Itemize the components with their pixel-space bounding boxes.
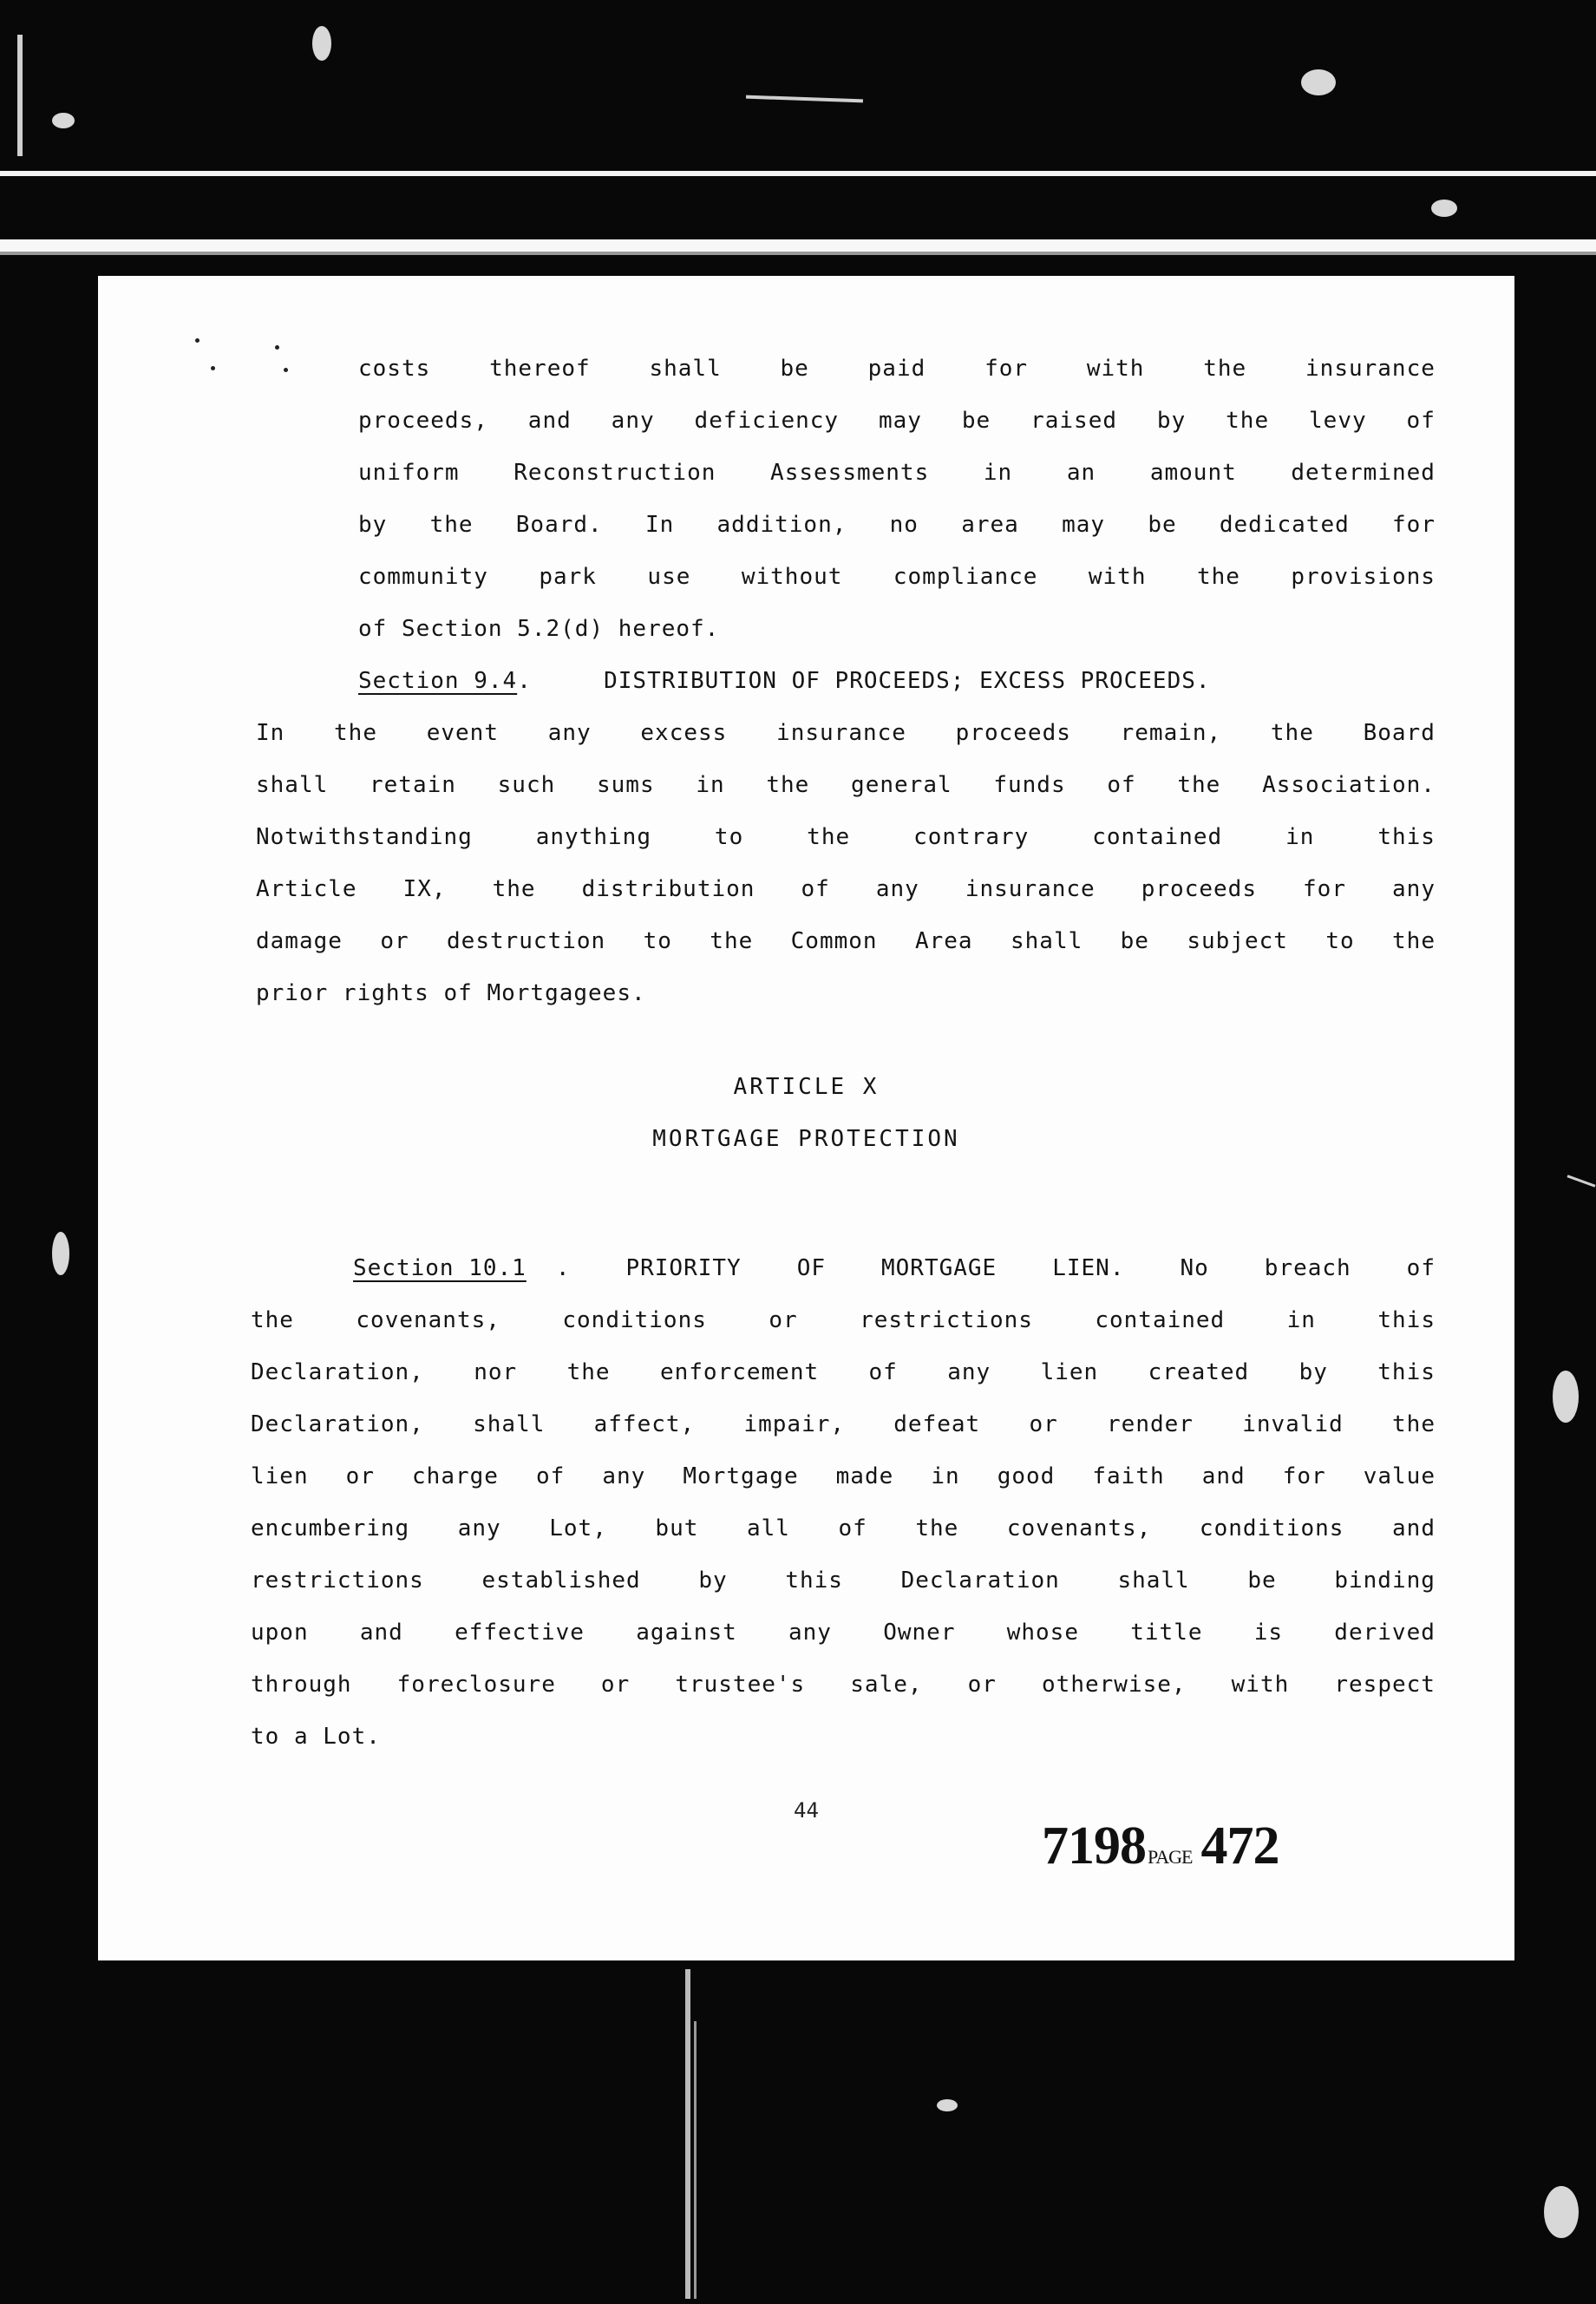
word: in [1286, 1307, 1316, 1333]
word: of [1406, 1255, 1436, 1281]
word: the [807, 824, 851, 850]
word: whose [1006, 1620, 1079, 1646]
word: sums [596, 772, 655, 798]
scan-speck [52, 1232, 69, 1275]
word: breach [1264, 1255, 1351, 1281]
text-line [358, 551, 1436, 603]
word: the [1270, 720, 1314, 746]
word: the [1177, 772, 1221, 798]
word: to [714, 824, 744, 850]
header-rule [0, 239, 1596, 252]
word: Article [256, 876, 357, 902]
scan-speck [937, 2099, 958, 2111]
word: with [1088, 564, 1147, 590]
word: lien [1040, 1359, 1099, 1385]
scan-speck [1544, 2186, 1579, 2238]
word: or [380, 928, 409, 954]
word: to [643, 928, 672, 954]
word: to [1325, 928, 1355, 954]
text-line [251, 1607, 1436, 1659]
word: Notwithstanding [256, 824, 473, 850]
word: impair, [743, 1411, 846, 1437]
stamp-page: 472 [1200, 1816, 1279, 1875]
word: and [1201, 1463, 1246, 1489]
word: Area [914, 928, 973, 954]
word: good [997, 1463, 1056, 1489]
word: effective [455, 1620, 585, 1646]
continuation-paragraph [358, 343, 1436, 655]
word: anything [535, 824, 651, 850]
text-line [358, 343, 1436, 395]
word: community [358, 564, 488, 590]
text-line [358, 499, 1436, 551]
word: of [1107, 772, 1136, 798]
word: any [947, 1359, 991, 1385]
word: derived [1334, 1620, 1436, 1646]
text-line [251, 1294, 1436, 1346]
word: dedicated [1219, 512, 1350, 538]
word: be [1247, 1568, 1277, 1594]
word: any [875, 876, 919, 902]
word: lien [251, 1463, 309, 1489]
word: any [457, 1515, 501, 1541]
word: encumbering [251, 1515, 410, 1541]
word: and [527, 408, 572, 434]
word: Owner [883, 1620, 956, 1646]
word: defeat [893, 1411, 981, 1437]
text-line [256, 707, 1436, 759]
word: Common [790, 928, 878, 954]
word: proceeds [1141, 876, 1257, 902]
word: be [1148, 512, 1177, 538]
word: no [889, 512, 919, 538]
word: affect, [593, 1411, 696, 1437]
word: of [801, 876, 830, 902]
word: any [1392, 876, 1436, 902]
word: In [256, 720, 285, 746]
text-line [358, 447, 1436, 499]
word: or [967, 1672, 997, 1698]
word: any [611, 408, 655, 434]
word: the [1392, 1411, 1436, 1437]
word: or [769, 1307, 798, 1333]
page-number: 44 [794, 1798, 819, 1823]
word: any [602, 1463, 646, 1489]
scan-speck [1301, 69, 1336, 95]
scan-streak [1567, 1175, 1596, 1187]
word: render [1107, 1411, 1194, 1437]
top-rule [0, 171, 1596, 176]
word: of [1406, 408, 1436, 434]
word: the [915, 1515, 959, 1541]
scan-speck [52, 113, 75, 128]
word: in [696, 772, 725, 798]
text-line [251, 1450, 1436, 1502]
word: in [983, 460, 1013, 486]
text-line [251, 1555, 1436, 1607]
word: conditions [562, 1307, 707, 1333]
word: the [1196, 564, 1240, 590]
word: subject [1187, 928, 1288, 954]
text-line [256, 915, 1436, 967]
word: the [251, 1307, 294, 1333]
word: nor [474, 1359, 518, 1385]
word: the [1203, 356, 1247, 382]
word: thereof [489, 356, 591, 382]
scan-streak [685, 1969, 690, 2299]
scan-streak [746, 95, 863, 103]
word: may [879, 408, 922, 434]
word: the [766, 772, 810, 798]
word: this [1377, 824, 1436, 850]
word: but [655, 1515, 699, 1541]
stamp-page-label: PAGE [1148, 1846, 1193, 1868]
word: shall [1117, 1568, 1190, 1594]
text-line [256, 811, 1436, 863]
word: for [984, 356, 1029, 382]
text-line: of Section 5.2(d) hereof. [358, 616, 720, 642]
word: provisions [1291, 564, 1436, 590]
word: OF [796, 1255, 826, 1281]
word: invalid [1242, 1411, 1344, 1437]
word: created [1148, 1359, 1250, 1385]
word: compliance [893, 564, 1038, 590]
word: without [741, 564, 843, 590]
word: sale, [850, 1672, 923, 1698]
word: proceeds, [358, 408, 488, 434]
word: the [566, 1359, 611, 1385]
word: determined [1291, 460, 1436, 486]
word: against [636, 1620, 737, 1646]
word: faith [1092, 1463, 1165, 1489]
word: the [1392, 928, 1436, 954]
word: foreclosure [396, 1672, 556, 1698]
section-9-4-title: . DISTRIBUTION OF PROCEEDS; EXCESS PROCEEDS. [517, 668, 1211, 694]
section-heading-line [251, 1242, 1436, 1294]
word: area [961, 512, 1019, 538]
word: by [698, 1568, 728, 1594]
word: contained [1092, 824, 1223, 850]
word: contrary [913, 824, 1030, 850]
word: be [780, 356, 809, 382]
word: for [1303, 876, 1346, 902]
word: the [710, 928, 754, 954]
stamp-book: 7198 [1042, 1816, 1146, 1875]
word: and [1392, 1515, 1436, 1541]
word: by [1156, 408, 1187, 434]
word: Board. [515, 512, 603, 538]
margin-mark [211, 366, 215, 370]
word: contained [1095, 1307, 1226, 1333]
word: this [785, 1568, 843, 1594]
word: or [345, 1463, 375, 1489]
text-line: to a Lot. [251, 1724, 381, 1750]
word: for [1392, 512, 1436, 538]
word: or [1029, 1411, 1058, 1437]
word: otherwise, [1042, 1672, 1187, 1698]
word: trustee's [675, 1672, 806, 1698]
section-10-1 [251, 1242, 1436, 1763]
article-title: MORTGAGE PROTECTION [652, 1126, 960, 1152]
word: conditions [1199, 1515, 1344, 1541]
word: IX, [402, 876, 447, 902]
word: be [961, 408, 991, 434]
word: may [1062, 512, 1106, 538]
word: addition, [716, 512, 847, 538]
word: Association. [1262, 772, 1436, 798]
scan-streak [17, 35, 23, 156]
word: insurance [1305, 356, 1436, 382]
word: PRIORITY [625, 1255, 742, 1281]
word: the [429, 512, 474, 538]
word: In [644, 512, 675, 538]
word: binding [1334, 1568, 1436, 1594]
word: the [334, 720, 377, 746]
word: respect [1334, 1672, 1436, 1698]
word: of [838, 1515, 867, 1541]
word: by [358, 512, 388, 538]
word: by [1298, 1359, 1328, 1385]
word: Lot, [549, 1515, 607, 1541]
margin-mark [284, 368, 288, 372]
word: shall [649, 356, 722, 382]
word: shall [1010, 928, 1083, 954]
word: MORTGAGE [880, 1255, 998, 1281]
word: Mortgage [683, 1463, 799, 1489]
word: the [1226, 408, 1270, 434]
scan-speck [1553, 1371, 1579, 1423]
word: paid [867, 356, 926, 382]
word: value [1363, 1463, 1436, 1489]
word: Reconstruction [513, 460, 716, 486]
margin-mark [195, 338, 200, 343]
word: amount [1149, 460, 1237, 486]
word: any [788, 1620, 832, 1646]
word: insurance [965, 876, 1096, 902]
word: this [1377, 1359, 1436, 1385]
word: of [536, 1463, 566, 1489]
word: restrictions [251, 1568, 424, 1594]
word: for [1282, 1463, 1326, 1489]
word: covenants, [1006, 1515, 1152, 1541]
word: title [1130, 1620, 1203, 1646]
scan-speck [312, 26, 331, 61]
word: deficiency [694, 408, 840, 434]
word: covenants, [356, 1307, 500, 1333]
word: in [931, 1463, 960, 1489]
word: upon [251, 1620, 309, 1646]
text-line [251, 1346, 1436, 1398]
recording-stamp [1042, 1816, 1279, 1877]
word: established [481, 1568, 641, 1594]
header-rule-shadow [0, 252, 1596, 255]
word: or [600, 1672, 631, 1698]
word: Declaration [900, 1568, 1060, 1594]
word: shall [473, 1411, 546, 1437]
text-line: prior rights of Mortgagees. [256, 980, 646, 1006]
word: Declaration, [251, 1359, 424, 1385]
text-line [256, 863, 1436, 915]
word: levy [1309, 408, 1367, 434]
word: such [497, 772, 556, 798]
word: with [1086, 356, 1145, 382]
word: use [647, 564, 691, 590]
article-number: ARTICLE X [733, 1074, 880, 1100]
word: costs [358, 356, 431, 382]
word: remain, [1120, 720, 1222, 746]
word: made [835, 1463, 894, 1489]
margin-mark [275, 345, 279, 350]
word: in [1285, 824, 1315, 850]
section-9-4-heading: Section 9.4 [358, 668, 518, 694]
text-line [251, 1398, 1436, 1450]
scan-speck [1431, 200, 1457, 217]
section-heading-line [256, 655, 1436, 707]
word: an [1066, 460, 1096, 486]
text-line [256, 759, 1436, 811]
word: Assessments [770, 460, 930, 486]
word: event [426, 720, 499, 746]
word: with [1231, 1672, 1290, 1698]
word: retain [370, 772, 456, 798]
section-9-4 [256, 655, 1436, 1019]
word: funds [993, 772, 1066, 798]
word: distribution [581, 876, 755, 902]
word: park [539, 564, 597, 590]
scan-streak [694, 2021, 697, 2299]
word: charge [412, 1463, 499, 1489]
text-line [251, 1502, 1436, 1555]
word: insurance [776, 720, 906, 746]
word: through [251, 1672, 352, 1698]
section-10-1-heading: Section 10.1 [353, 1255, 527, 1281]
word: any [547, 720, 592, 746]
word: destruction [447, 928, 606, 954]
document-sheet [98, 276, 1514, 1960]
word: and [359, 1620, 403, 1646]
word: raised [1030, 408, 1118, 434]
word: proceeds [955, 720, 1071, 746]
word: Board [1363, 720, 1436, 746]
word: Declaration, [251, 1411, 424, 1437]
word: damage [256, 928, 343, 954]
word: be [1120, 928, 1149, 954]
word: . [555, 1255, 571, 1281]
text-line [251, 1659, 1436, 1711]
word: shall [256, 772, 329, 798]
word: uniform [358, 460, 460, 486]
word: No [1180, 1255, 1209, 1281]
word: enforcement [659, 1359, 820, 1385]
word: the [492, 876, 536, 902]
word: this [1377, 1307, 1436, 1333]
word: all [746, 1515, 790, 1541]
text-line [358, 395, 1436, 447]
word: restrictions [860, 1307, 1033, 1333]
word: is [1253, 1620, 1284, 1646]
word: excess [640, 720, 728, 746]
word: LIEN. [1052, 1255, 1125, 1281]
word: of [868, 1359, 898, 1385]
word: general [851, 772, 952, 798]
